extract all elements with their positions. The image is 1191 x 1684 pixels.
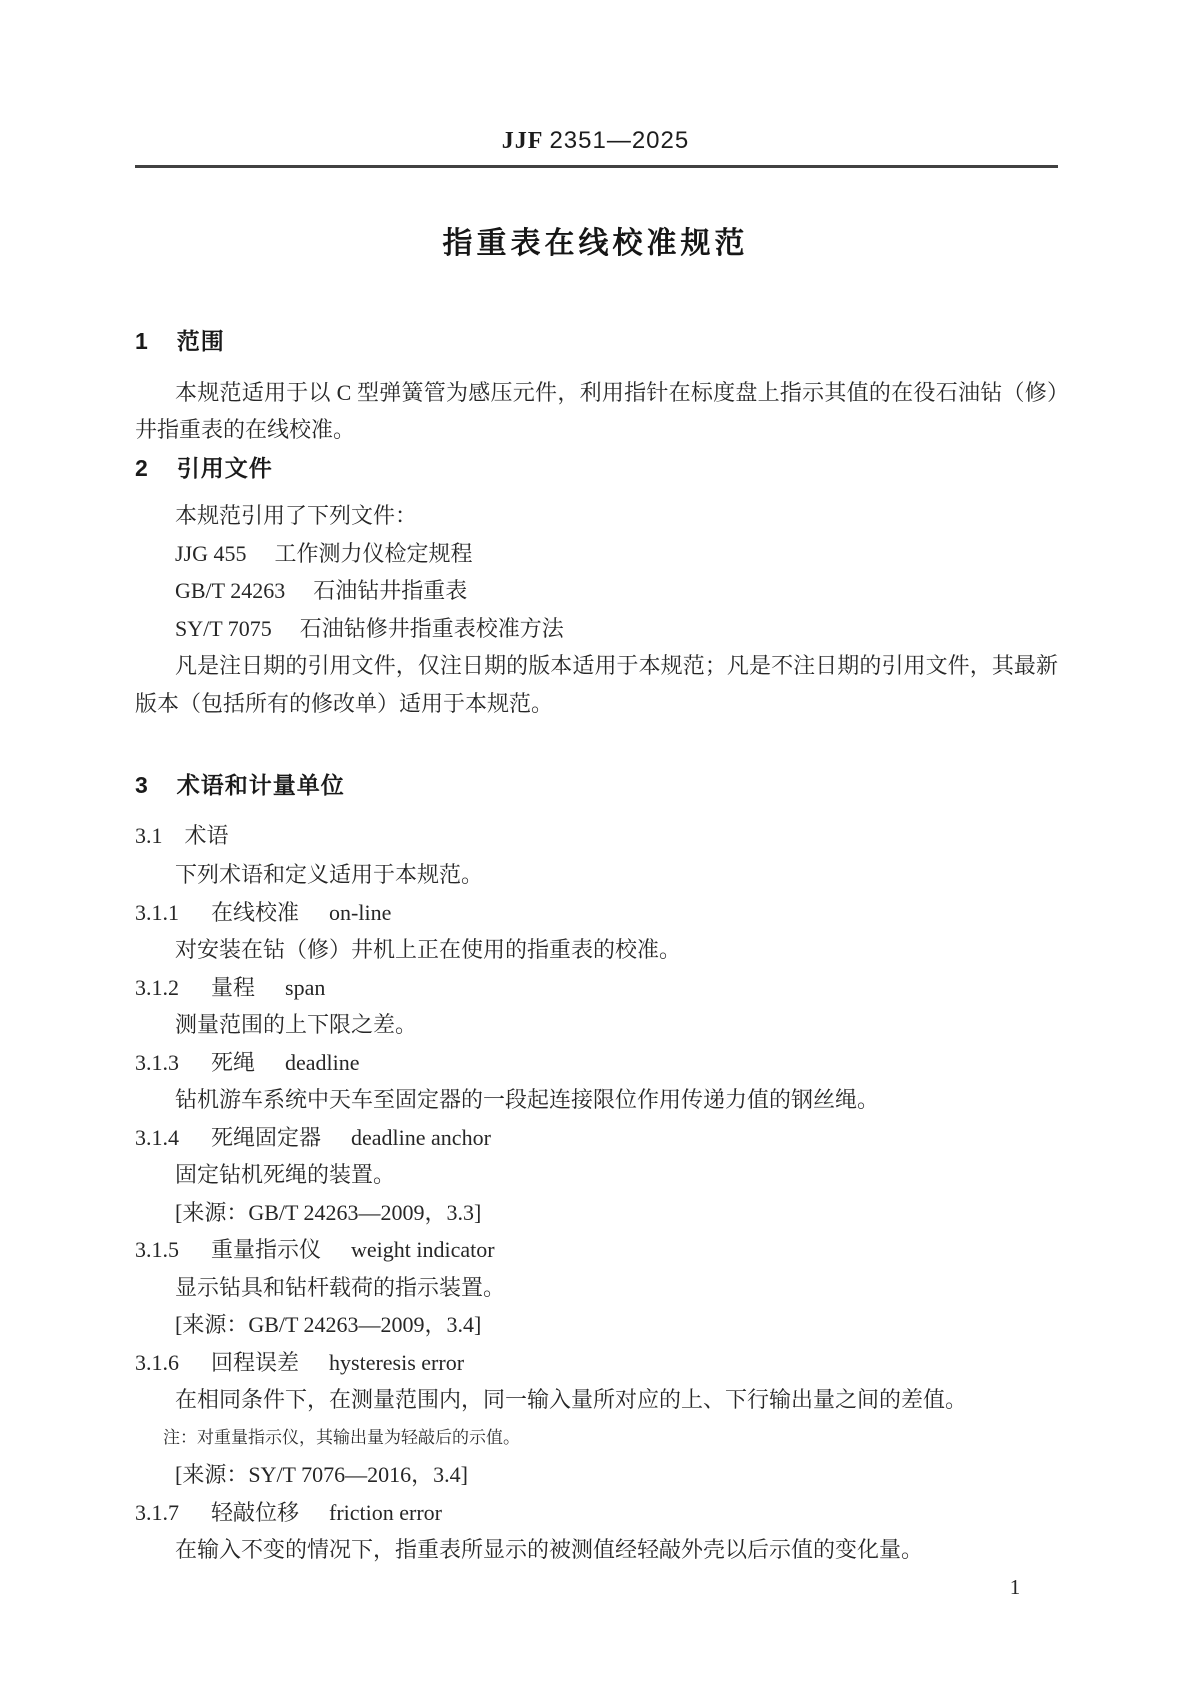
references-intro: 本规范引用了下列文件： [175,503,418,528]
term-heading-3-1-7 [135,1494,1058,1532]
reference-name: 石油钻修井指重表校准方法 [299,615,564,641]
term-name-en: hysteresis error [329,1349,465,1375]
term-name-en: friction error [329,1499,443,1525]
term-name-en: deadline [285,1049,360,1075]
section-2-heading [135,450,1058,488]
term-name-en: on-line [329,899,392,925]
term-name-zh: 死绳 [211,1049,256,1075]
reference-code: GB/T 24263 [175,578,286,603]
term-name-en: span [285,974,326,1000]
document-body [135,323,1058,1569]
term-definition: 钻机游车系统中天车至固定器的一段起连接限位作用传递力值的钢丝绳。 [175,1087,880,1112]
reference-item [135,610,1058,648]
subsection-3-1-number: 3.1 [135,822,163,848]
document-title: 指重表在线校准规范 [442,227,749,260]
term-name-en: deadline anchor [351,1124,491,1150]
section-3-heading [135,767,1058,805]
term-number: 3.1.2 [135,974,179,1000]
term-definition: 固定钻机死绳的装置。 [175,1162,396,1187]
term-heading-3-1-1 [135,894,1058,932]
running-header [0,128,1191,154]
term-number: 3.1.4 [135,1124,179,1150]
term-definition: 在输入不变的情况下，指重表所显示的被测值经轻敲外壳以后示值的变化量。 [175,1537,924,1562]
term-number: 3.1.1 [135,899,179,925]
term-definition: 显示钻具和钻杆载荷的指示装置。 [175,1274,506,1300]
reference-code: JJG 455 [175,540,247,566]
term-source: [来源：SY/T 7076—2016，3.4] [175,1462,468,1487]
standard-code-number: 2351—2025 [549,127,690,154]
term-number: 3.1.6 [135,1349,179,1375]
reference-item [135,572,1058,610]
standard-code-prefix: JJF [501,128,544,154]
reference-item [135,535,1058,573]
term-definition: 测量范围的上下限之差。 [175,1012,418,1037]
term-source: [来源：GB/T 24263—2009，3.3] [175,1199,482,1225]
term-number: 3.1.7 [135,1499,179,1525]
term-number: 3.1.5 [135,1237,179,1262]
term-heading-3-1-3 [135,1044,1058,1082]
term-name-en: weight indicator [351,1237,495,1262]
term-name-zh: 轻敲位移 [211,1499,300,1525]
section-1-number: 1 [135,328,149,354]
section-2-number: 2 [135,454,149,481]
term-name-zh: 在线校准 [211,899,300,925]
terms-intro: 下列术语和定义适用于本规范。 [175,862,484,887]
reference-name: 工作测力仪检定规程 [274,540,473,566]
term-name-zh: 死绳固定器 [211,1124,322,1150]
term-name-zh: 重量指示仪 [211,1237,322,1262]
section-2-paragraph: 凡是注日期的引用文件，仅注日期的版本适用于本规范；凡是不注日期的引用文件，其最新版本（包括所有的修改单）适用于本规范。 [135,653,1058,716]
section-2-title: 引用文件 [176,454,273,481]
term-heading-3-1-2 [135,969,1058,1007]
term-definition: 在相同条件下，在测量范围内，同一输入量所对应的上、下行输出量之间的差值。 [175,1387,968,1412]
term-name-zh: 量程 [211,974,256,1000]
section-1-paragraph: 本规范适用于以 C 型弹簧管为感压元件，利用指针在标度盘上指示其值的在役石油钻（修）井指重表的在线校准。 [135,379,1058,442]
term-heading-3-1-6 [135,1344,1058,1382]
term-name-zh: 回程误差 [211,1349,300,1375]
term-heading-3-1-5 [135,1231,1058,1269]
section-1-heading [135,323,1058,361]
term-heading-3-1-4 [135,1119,1058,1157]
term-definition: 对安装在钻（修）井机上正在使用的指重表的校准。 [175,937,682,962]
page-number: 1 [1009,1575,1021,1599]
section-3-title: 术语和计量单位 [176,772,345,798]
subsection-3-1-title: 术语 [184,822,229,848]
section-1-title: 范围 [176,328,225,354]
term-source: [来源：GB/T 24263—2009，3.4] [175,1312,482,1337]
term-note: 注：对重量指示仪，其输出量为轻敲后的示值。 [163,1427,520,1447]
reference-code: SY/T 7075 [175,615,272,641]
subsection-3-1-heading [135,817,1058,855]
section-3-number: 3 [135,772,149,798]
header-rule [135,165,1058,168]
reference-name: 石油钻井指重表 [313,578,468,603]
term-number: 3.1.3 [135,1049,179,1075]
